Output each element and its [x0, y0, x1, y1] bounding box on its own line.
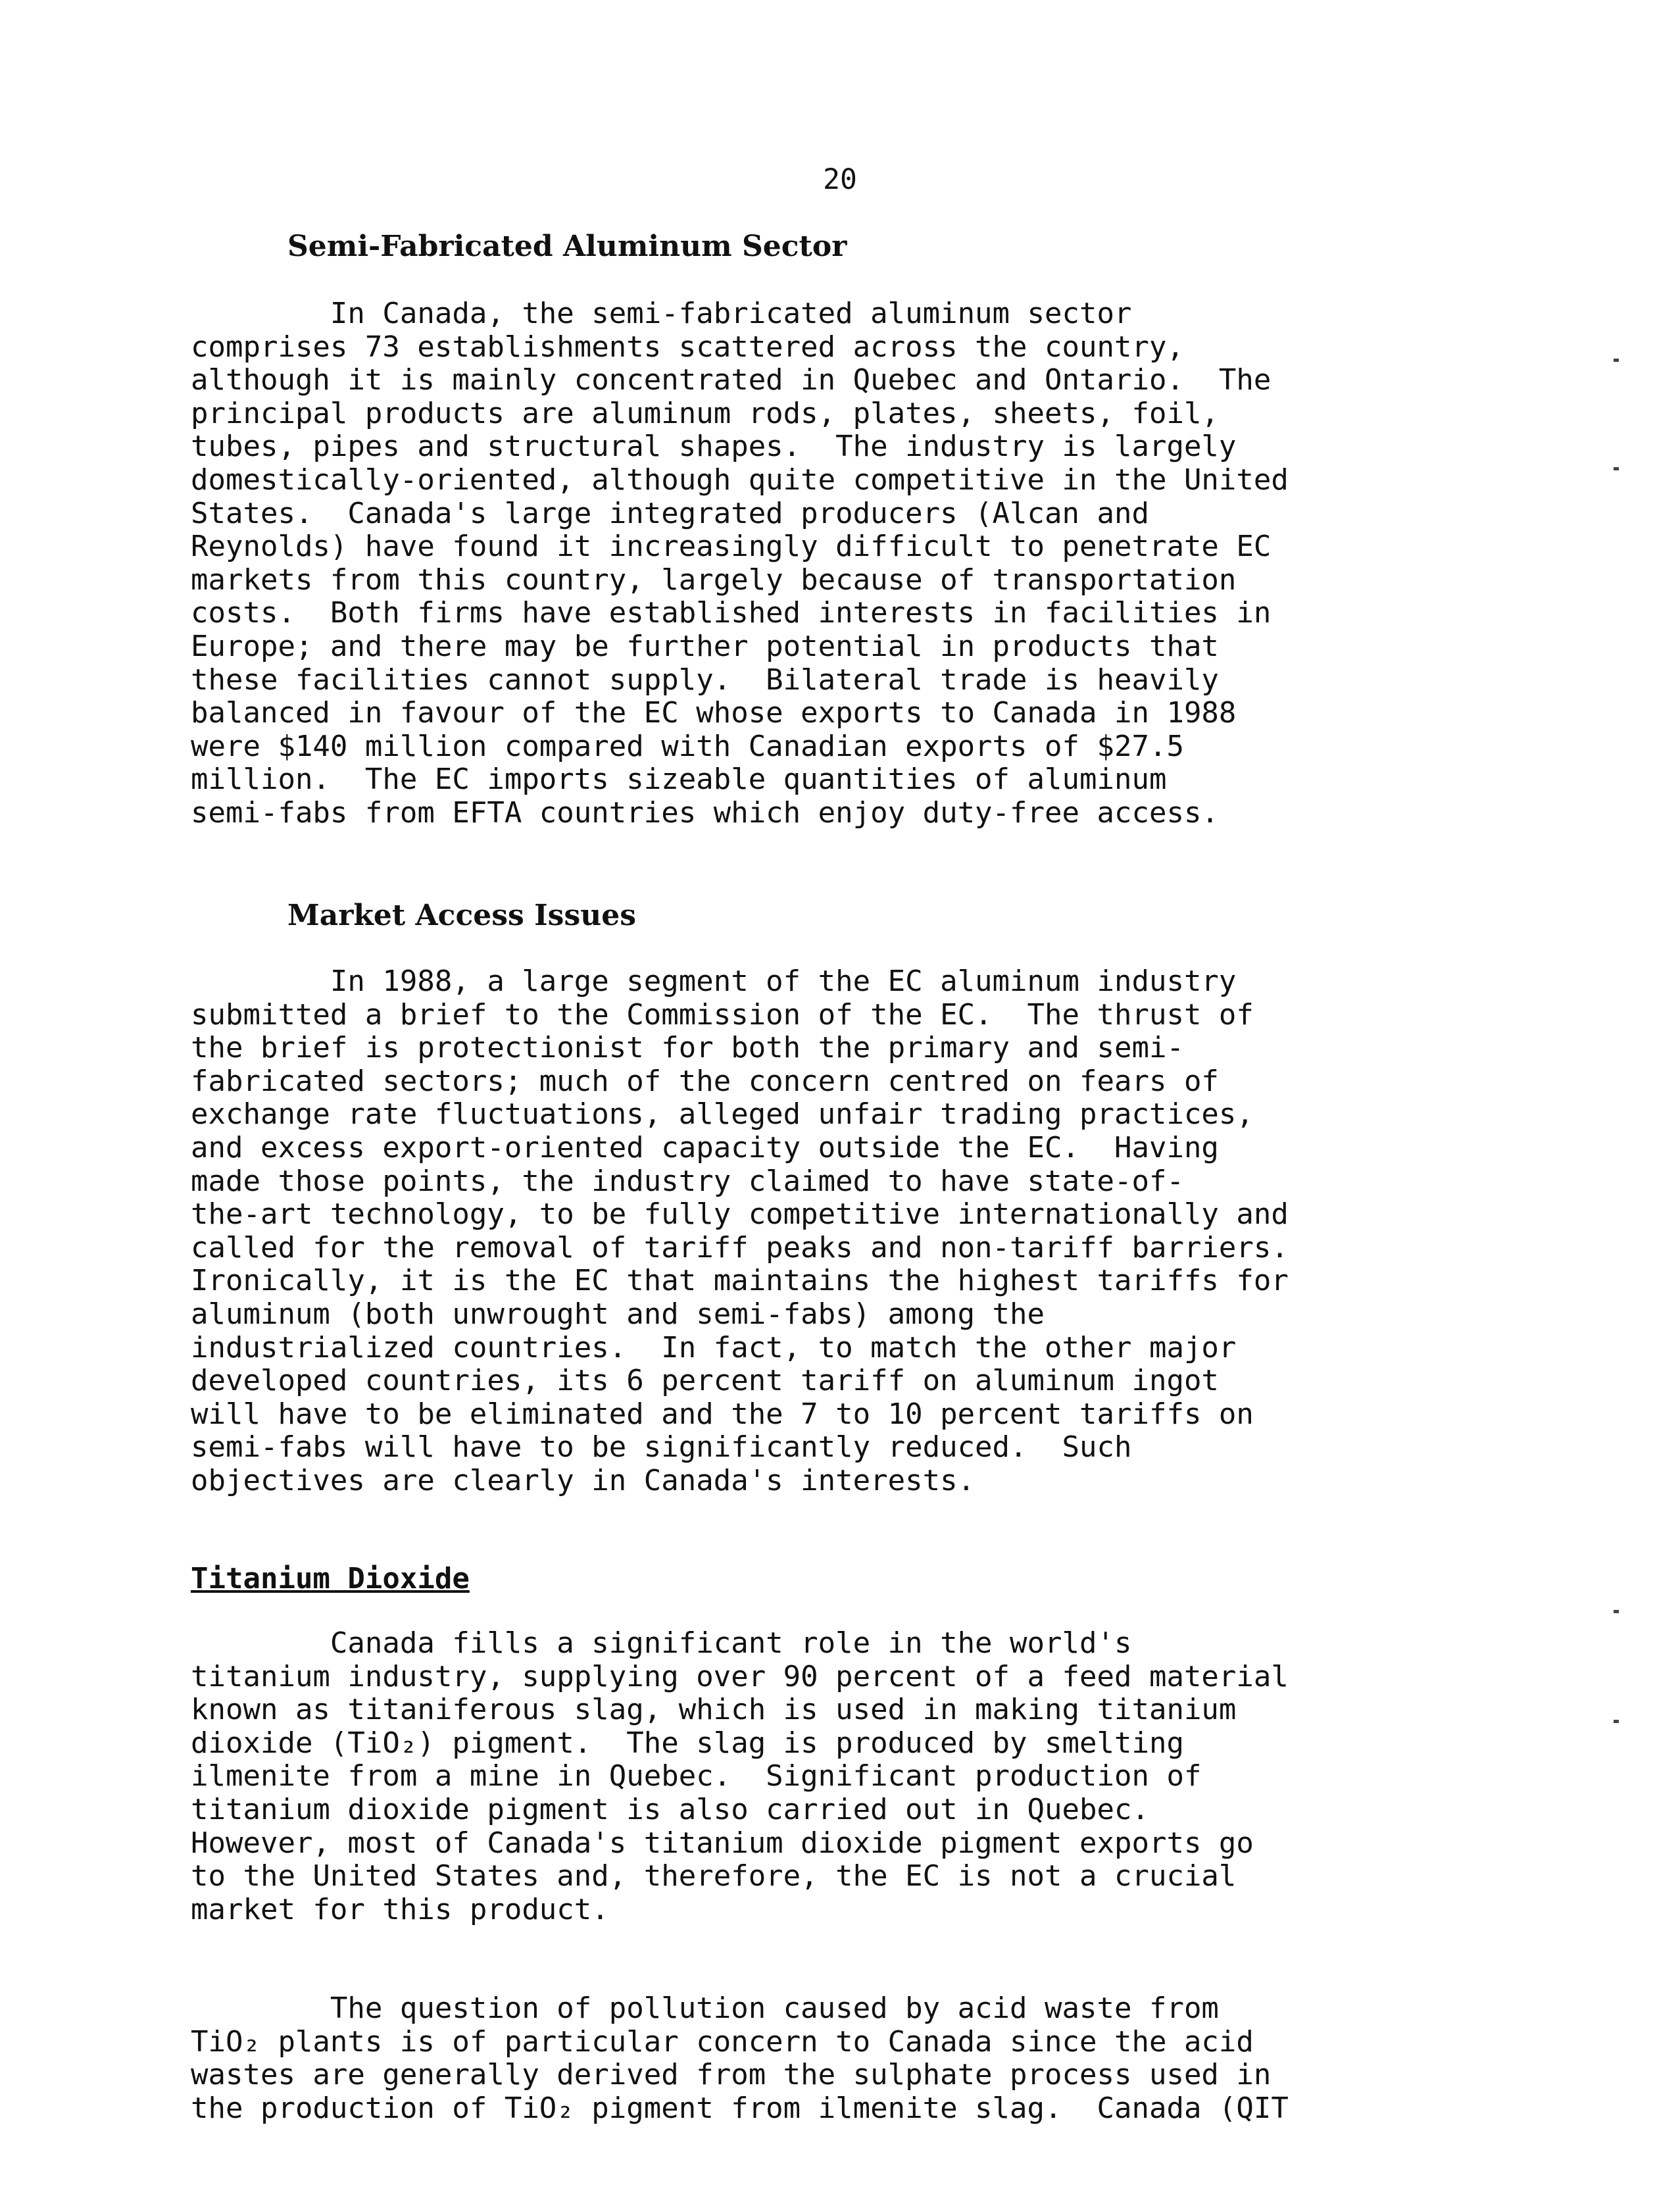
margin-mark [1614, 467, 1619, 470]
section-heading-semi-fabricated: Semi-Fabricated Aluminum Sector [287, 230, 847, 263]
paragraph-titanium-dioxide-1: Canada fills a significant role in the world's titanium industry, supplying over 90 percent of a feed material known as titaniferous slag, which is used in making titanium dioxide (TiO₂) pigment. The slag is produced by smelting ilmenite from a mine in Quebec. Significant production of titanium dioxide pigment is also carried out in Quebec. However, most of Canada's titanium dioxide pigment exports go to the United States and, therefore, the EC is not a crucial market for this product. [191, 1626, 1289, 1926]
paragraph-market-access: In 1988, a large segment of the EC aluminum industry submitted a brief to the Commission of the EC. The thrust of the brief is protectionist for both the primary and semi- fabricated sectors; much of the concern centred on fears of exchange rate fluctuations, alleged unfair trading practices, and excess export-oriented capacity outside the EC. Having made those points, the industry claimed to have state-of- the-art technology, to be fully competitive internationally and called for the removal of tariff peaks and non-tariff barriers. Ironically, it is the EC that maintains the highest tariffs for aluminum (both unwrought and semi-fabs) among the industrialized countries. In fact, to match the other major developed countries, its 6 percent tariff on aluminum ingot will have to be eliminated and the 7 to 10 percent tariffs on semi-fabs will have to be significantly reduced. Such objectives are clearly in Canada's interests. [191, 964, 1289, 1497]
margin-mark [1614, 1610, 1619, 1613]
margin-mark [1614, 1720, 1619, 1723]
paragraph-titanium-dioxide-2: The question of pollution caused by acid waste from TiO₂ plants is of particular concern to Canada since the acid wastes are generally derived from the sulphate process used in the production of TiO₂ pigment from ilmenite slag. Canada (QIT [191, 1991, 1289, 2125]
paragraph-semi-fabricated: In Canada, the semi-fabricated aluminum sector comprises 73 establishments scattered across the country, although it is mainly concentrated in Quebec and Ontario. The principal products are aluminum rods, plates, sheets, foil, tubes, pipes and structural shapes. The industry is largely domestically-oriented, although quite competitive in the United States. Canada's large integrated producers (Alcan and Reynolds) have found it increasingly difficult to penetrate EC markets from this country, largely because of transportation costs. Both firms have established interests in facilities in Europe; and there may be further potential in products that these facilities cannot supply. Bilateral trade is heavily balanced in favour of the EC whose exports to Canada in 1988 were $140 million compared with Canadian exports of $27.5 million. The EC imports sizeable quantities of aluminum semi-fabs from EFTA countries which enjoy duty-free access. [191, 297, 1289, 830]
page-number: 20 [823, 163, 857, 196]
section-heading-titanium-dioxide: Titanium Dioxide [191, 1562, 470, 1595]
margin-mark [1614, 359, 1619, 362]
section-heading-market-access: Market Access Issues [287, 899, 636, 932]
